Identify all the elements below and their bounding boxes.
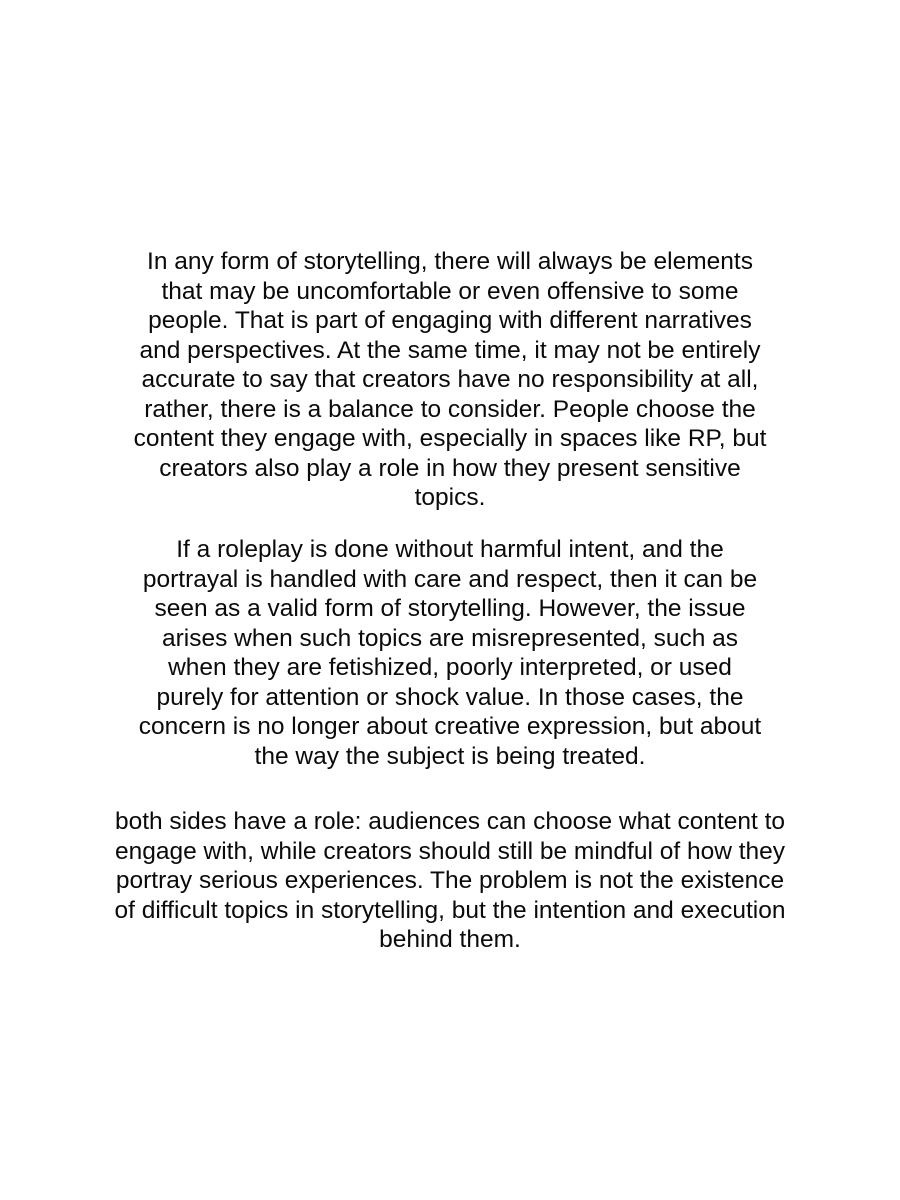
paragraph-roleplay-intent [0, 535, 900, 771]
paragraph-line: people. That is part of engaging with different narratives [148, 307, 752, 334]
paragraph-line: In any form of storytelling, there will always be elements [147, 248, 753, 275]
paragraph-line: purely for attention or shock value. In those cases, the [156, 683, 744, 711]
paragraph-line: If a roleplay is done without harmful intent, and the [176, 536, 724, 563]
paragraph-line: portrayal is handled with care and respect, then it can be [142, 565, 758, 593]
paragraph-storytelling-elements [0, 247, 900, 513]
paragraph-line: of difficult topics in storytelling, but the intention and execution [114, 896, 786, 924]
paragraph-line: both sides have a role: audiences can choose what content to [114, 808, 786, 835]
paragraph-line: when they are fetishized, poorly interpreted, or used [168, 654, 732, 681]
paragraph-line: engage with, while creators should still be mindful of how they [114, 837, 786, 865]
paragraph-line: concern is no longer about creative expression, but about [138, 713, 762, 740]
paragraph-both-sides-role [0, 807, 900, 955]
paragraph-line: arises when such topics are misrepresented, such as [161, 624, 739, 652]
paragraph-line: and perspectives. At the same time, it may not be entirely [139, 336, 761, 364]
paragraph-line: content they engage with, especially in spaces like RP, but [133, 425, 767, 452]
paragraph-line: portray serious experiences. The problem is not the existence [115, 867, 785, 894]
paragraph-line: accurate to say that creators have no responsibility at all, [141, 366, 759, 393]
paragraph-line: behind them. [379, 926, 521, 953]
paragraph-line: the way the subject is being treated. [254, 742, 646, 770]
paragraph-line: that may be uncomfortable or even offensive to some [161, 277, 739, 305]
paragraph-line: seen as a valid form of storytelling. However, the issue [154, 595, 746, 622]
paragraph-line: creators also play a role in how they present sensitive [159, 454, 741, 482]
paragraph-line: topics. [414, 484, 486, 511]
paragraph-line: rather, there is a balance to consider. People choose the [144, 395, 756, 423]
